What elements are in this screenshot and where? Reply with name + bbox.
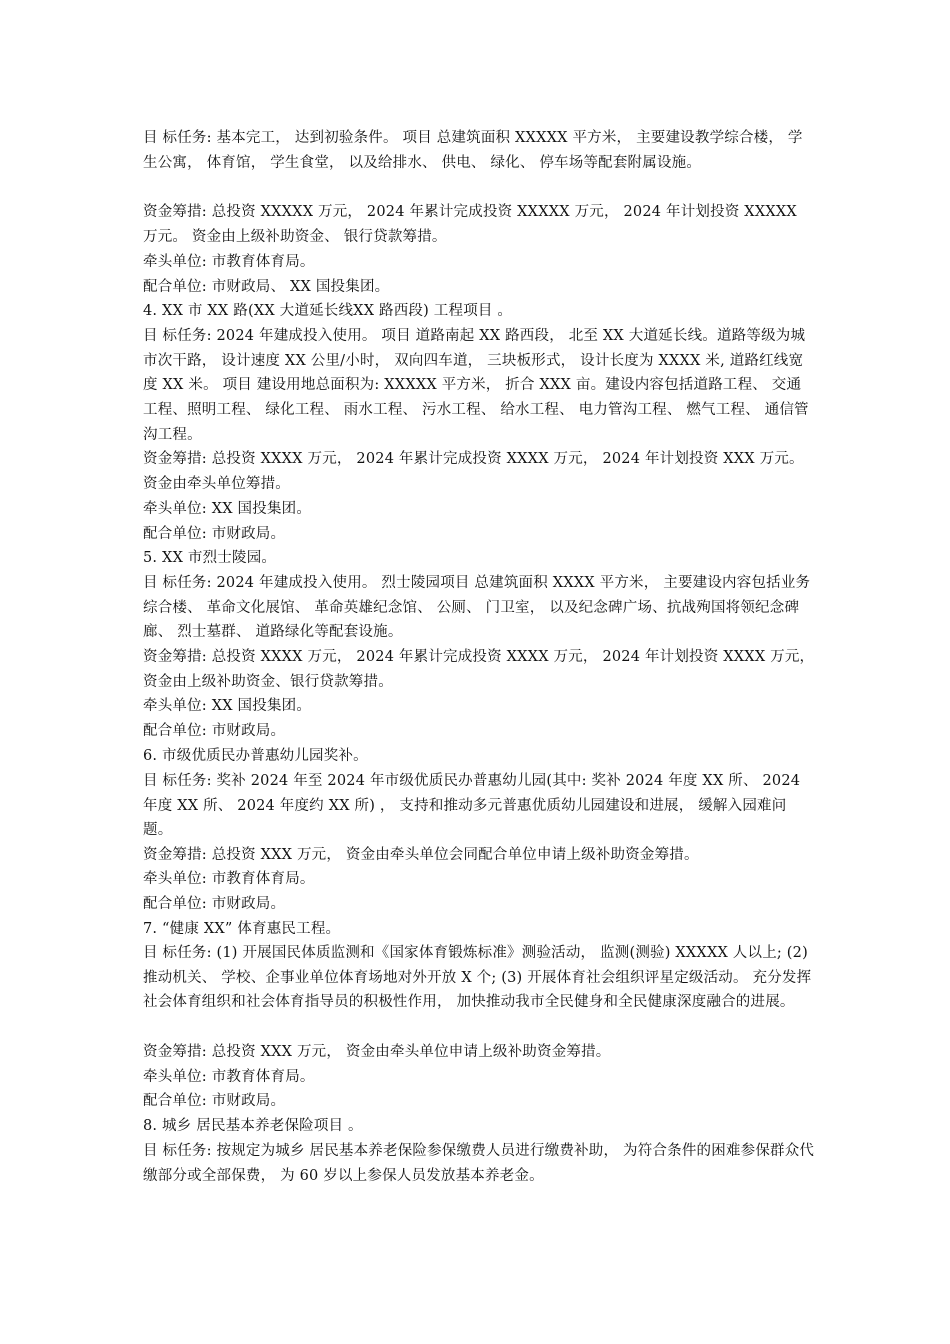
item-7-cooperating-unit: 配合单位: 市财政局。 xyxy=(143,1093,286,1109)
paragraph-3-lead-unit: 牵头单位: 市教育体育局。 xyxy=(143,254,315,270)
item-8-objective: 目 标任务: 按规定为城乡 居民基本养老保险参保缴费人员进行缴费补助， 为符合条件的困难参保群众代缴部分或全部保费， 为 60 岁以上参保人员发放基本养老金。 xyxy=(143,1143,815,1184)
item-5-objective: 目 标任务: 2024 年建成投入使用。 烈士陵园项目 总建筑面积 XXXX 平方米， 主要建设内容包括业务综合楼、 革命文化展馆、 革命英雄纪念馆、 公厕、 门卫室， 以及纪念碑广场、抗战殉国将领纪念碑廊、 烈士墓群、 道路绿化等配套设施。 xyxy=(143,575,811,641)
paragraph-1-objective: 目 标任务: 基本完工， 达到初验条件。 项目 总建筑面积 XXXXX 平方米， 主要建设教学综合楼， 学生公寓， 体育馆， 学生食堂， 以及给排水、 供电、 绿化、 停车场等配套附属设施。 xyxy=(143,130,803,171)
item-5-lead-unit: 牵头单位: XX 国投集团。 xyxy=(143,698,312,714)
item-5-cooperating-unit: 配合单位: 市财政局。 xyxy=(143,723,286,739)
item-7-objective: 目 标任务: (1) 开展国民体质监测和《国家体育锻炼标准》测验活动， 监测(测验) XXXXX 人以上; (2) 推动机关、 学校、企事业单位体育场地对外开放 X 个; (3) 开展体育社会组织评星定级活动。 充分发挥社会体育组织和社会体育指导员的积极性作用， 加快推动我市全民健身和全民健康深度融合的进展。 xyxy=(143,945,812,1011)
paragraph-2-funding: 资金筹措: 总投资 XXXXX 万元， 2024 年累计完成投资 XXXXX 万元， 2024 年计划投资 XXXXX 万元。 资金由上级补助资金、 银行贷款筹措。 xyxy=(143,204,797,245)
item-4-heading: 4. XX 市 XX 路(XX 大道延长线XX 路西段) 工程项目 。 xyxy=(143,303,513,319)
item-8-heading: 8. 城乡 居民基本养老保险项目 。 xyxy=(143,1118,363,1134)
item-7-heading: 7. “健康 XX” 体育惠民工程。 xyxy=(143,921,341,937)
item-6-funding: 资金筹措: 总投资 XXX 万元， 资金由牵头单位会同配合单位申请上级补助资金筹措。 xyxy=(143,847,699,863)
item-6-lead-unit: 牵头单位: 市教育体育局。 xyxy=(143,871,315,887)
item-4-lead-unit: 牵头单位: XX 国投集团。 xyxy=(143,501,312,517)
item-4-cooperating-unit: 配合单位: 市财政局。 xyxy=(143,526,286,542)
item-4-objective: 目 标任务: 2024 年建成投入使用。 项目 道路南起 XX 路西段， 北至 XX 大道延长线。道路等级为城市次干路， 设计速度 XX 公里/小时， 双向四车道， 三块板形式， 设计长度为 XXXX 米, 道路红线宽度 XX 米。 项目 建设用地总面积为: XXXXX 平方米， 折合 XXX 亩。建设内容包括道路工程、 交通工程、照明工程、 绿化工程、 雨水工程、 污水工程、 给水工程、 电力管沟工程、 燃气工程、 通信管沟工程。 xyxy=(143,328,809,443)
item-7-lead-unit: 牵头单位: 市教育体育局。 xyxy=(143,1069,315,1085)
item-6-objective: 目 标任务: 奖补 2024 年至 2024 年市级优质民办普惠幼儿园(其中: 奖补 2024 年度 XX 所、 2024 年度 XX 所、 2024 年度约 XX 所) ， 支持和推动多元普惠优质幼儿园建设和进展， 缓解入园难问题。 xyxy=(143,773,801,839)
item-6-cooperating-unit: 配合单位: 市财政局。 xyxy=(143,896,286,912)
item-4-funding: 资金筹措: 总投资 XXXX 万元， 2024 年累计完成投资 XXXX 万元， 2024 年计划投资 XXX 万元。 资金由牵头单位筹措。 xyxy=(143,451,804,492)
paragraph-4-cooperating-unit: 配合单位: 市财政局、 XX 国投集团。 xyxy=(143,279,390,295)
item-6-heading: 6. 市级优质民办普惠幼儿园奖补。 xyxy=(143,748,368,764)
item-5-funding: 资金筹措: 总投资 XXXX 万元， 2024 年累计完成投资 XXXX 万元， 2024 年计划投资 XXXX 万元， 资金由上级补助资金、银行贷款筹措。 xyxy=(143,649,815,690)
item-5-heading: 5. XX 市烈士陵园。 xyxy=(143,550,277,566)
item-7-funding: 资金筹措: 总投资 XXX 万元， 资金由牵头单位申请上级补助资金筹措。 xyxy=(143,1044,611,1060)
